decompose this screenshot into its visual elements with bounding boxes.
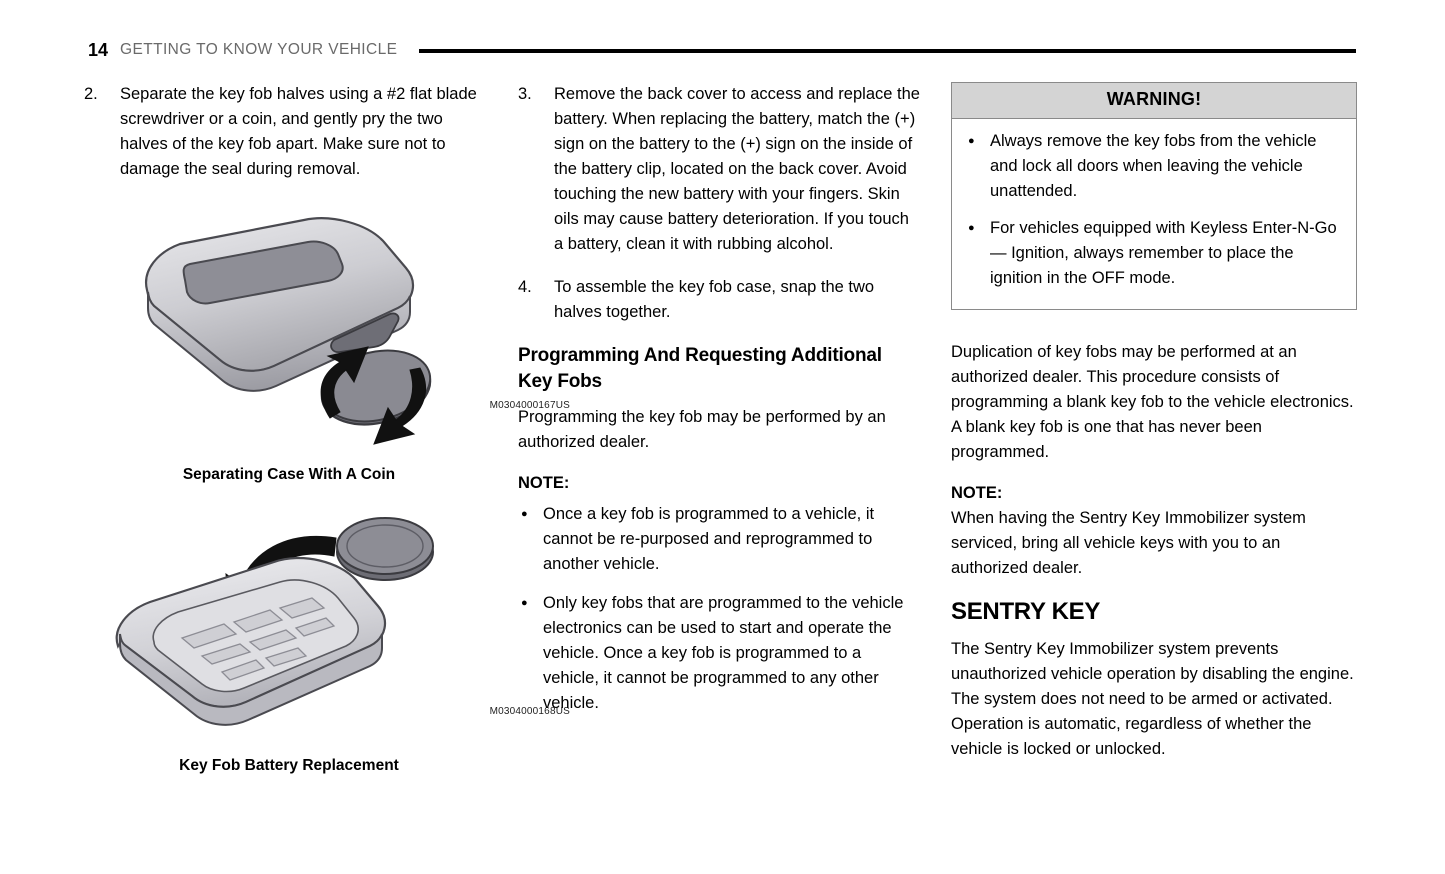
page-header <box>88 36 1356 64</box>
programming-paragraph: Programming the key fob may be performed by an authorized dealer. <box>518 408 886 451</box>
column-middle <box>518 82 920 732</box>
step-number: 4. <box>518 278 532 296</box>
note-label: NOTE: <box>518 474 570 492</box>
warning-box <box>951 82 1357 310</box>
chapter-title: GETTING TO KNOW YOUR VEHICLE <box>120 41 398 58</box>
figure-code: M0304000167US <box>489 400 570 411</box>
list-item: ● For vehicles equipped with Keyless Enter-N-Go — Ignition, always remember to place the ignition in the OFF mode. <box>964 216 1344 291</box>
section-heading-sentry-key: SENTRY KEY <box>951 598 1101 625</box>
figure-caption: Separating Case With A Coin <box>182 466 396 483</box>
spacer <box>951 310 1357 326</box>
figure-code: M0304000168US <box>489 706 570 717</box>
sentry-key-paragraph: The Sentry Key Immobilizer system prevents unauthorized vehicle operation by disabling the engine. The system does not need to be armed or activated. Operation is automatic, regardless of whether the vehicle is locked or unlocked. <box>951 640 1354 758</box>
note-label: NOTE: <box>951 484 1003 502</box>
key-fob-coin-illustration <box>84 200 494 455</box>
list-item-step-3 <box>518 82 920 257</box>
step-number: 3. <box>518 85 532 103</box>
list-item: ● Once a key fob is programmed to a vehicle, it cannot be re-purposed and reprogrammed to another vehicle. <box>518 502 920 577</box>
figure-caption: Key Fob Battery Replacement <box>179 757 399 774</box>
header-rule <box>419 49 1356 53</box>
note-bullet-list <box>518 502 920 716</box>
note-text: When having the Sentry Key Immobilizer system serviced, bring all vehicle keys with you to an authorized dealer. <box>951 509 1306 577</box>
page-number: 14 <box>88 39 109 60</box>
step-text: Remove the back cover to access and replace the battery. When replacing the battery, match the (+) sign on the battery to the (+) sign on the inside of the battery clip, located on the back cover. Avoid touching the new battery with your fingers. Skin oils may cause battery deterioration. If you touch a battery, clean it with rubbing alcohol. <box>554 85 920 253</box>
list-item-step-2 <box>84 82 494 182</box>
step-number: 2. <box>84 85 98 103</box>
column-right <box>951 82 1357 778</box>
list-item: ● Only key fobs that are programmed to the vehicle electronics can be used to start and operate the vehicle. Once a key fob is programmed to a vehicle, it cannot be programmed to any other vehicle. <box>518 591 920 716</box>
section-heading-programming: Programming And Requesting Additional Key Fobs <box>518 345 882 392</box>
warning-title: WARNING! <box>952 83 1356 119</box>
list-item-step-4 <box>518 275 920 325</box>
warning-body <box>952 119 1356 309</box>
list-item: ● Always remove the key fobs from the vehicle and lock all doors when leaving the vehicle unattended. <box>964 129 1344 204</box>
key-fob-battery-illustration <box>84 506 494 746</box>
step-text: To assemble the key fob case, snap the two halves together. <box>554 278 875 321</box>
duplication-paragraph: Duplication of key fobs may be performed at an authorized dealer. This procedure consists of programming a blank key fob to the vehicle electronics. A blank key fob is one that has never been programmed. <box>951 343 1354 461</box>
warning-bullet-list <box>964 129 1344 291</box>
figure-battery-replacement <box>84 506 570 775</box>
step-text: Separate the key fob halves using a #2 flat blade screwdriver or a coin, and gently pry the two halves of the key fob apart. Make sure not to damage the seal during removal. <box>120 85 477 178</box>
